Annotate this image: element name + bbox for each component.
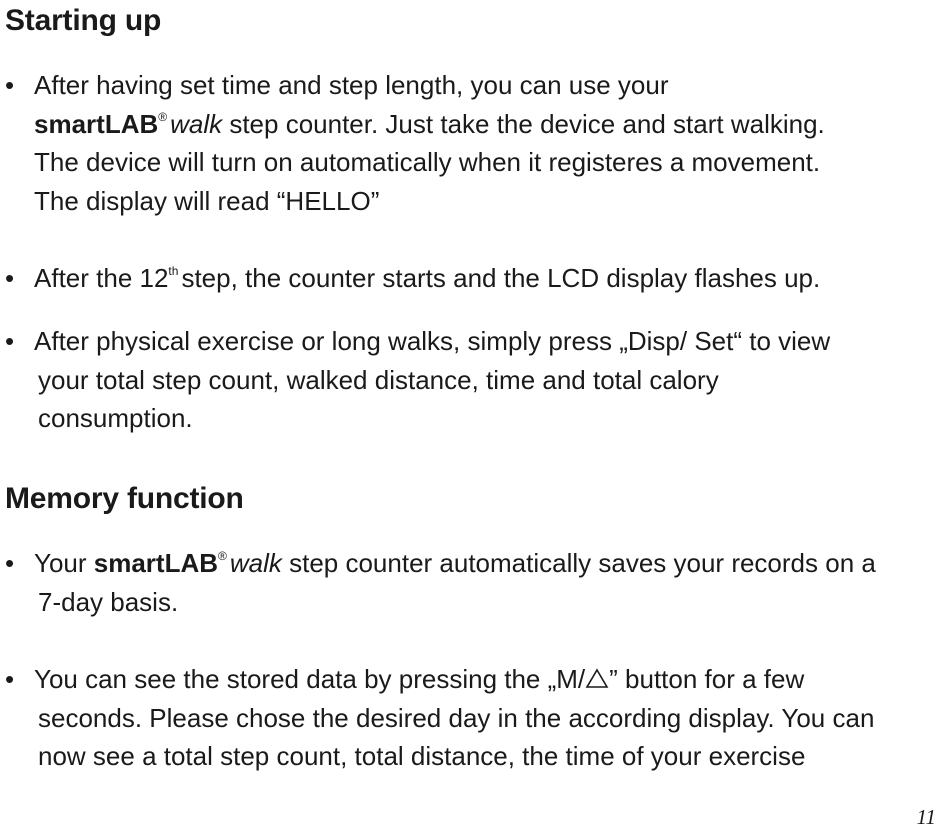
text-run: step counter. Just take the device and start walking. bbox=[222, 108, 825, 139]
bullet-item-memory-1 bbox=[5, 544, 940, 621]
brand-name: smartLAB bbox=[34, 108, 159, 139]
heading-starting-up: Starting up bbox=[5, 4, 162, 37]
bullet-icon: • bbox=[5, 70, 15, 100]
text-line bbox=[34, 259, 940, 298]
text-line: consumption. bbox=[38, 403, 193, 433]
bullet-text bbox=[34, 322, 940, 438]
bullet-item-starting-1 bbox=[5, 66, 940, 220]
text-run: step counter automatically saves your records on a bbox=[281, 548, 876, 578]
text-line: your total step count, walked distance, time and total calory bbox=[38, 364, 719, 395]
text-line bbox=[34, 105, 940, 144]
bullet-icon: • bbox=[5, 326, 15, 356]
registered-mark: ® bbox=[158, 109, 168, 124]
text-run: You can see the stored data by pressing the „M/ bbox=[34, 664, 586, 694]
bullet-item-starting-2 bbox=[5, 259, 940, 298]
page-number: 11 bbox=[916, 805, 936, 829]
bullet-text bbox=[34, 660, 940, 776]
bullet-item-memory-2 bbox=[5, 660, 940, 776]
text-line bbox=[34, 544, 940, 583]
text-run: After the 12 bbox=[34, 263, 169, 293]
text-line: The display will read “HELLO” bbox=[34, 185, 380, 216]
text-run: ” button for a few bbox=[609, 664, 805, 694]
bullet-text bbox=[34, 259, 940, 298]
text-line: After having set time and step length, you can use your bbox=[34, 70, 669, 100]
text-run: Your bbox=[34, 548, 94, 578]
brand-suffix: walk bbox=[170, 108, 223, 139]
heading-memory-function: Memory function bbox=[5, 482, 244, 515]
text-line: After physical exercise or long walks, simply press „Disp/ Set“ to view bbox=[34, 326, 831, 356]
bullet-text bbox=[34, 544, 940, 621]
bullet-icon: • bbox=[5, 664, 15, 694]
registered-mark: ® bbox=[218, 549, 227, 564]
text-line: The device will turn on automatically when it registeres a movement. bbox=[34, 147, 821, 177]
bullet-icon: • bbox=[5, 548, 15, 578]
brand-name: smartLAB bbox=[93, 548, 219, 578]
text-line: 7-day basis. bbox=[38, 586, 179, 617]
brand-suffix: walk bbox=[229, 548, 282, 578]
text-line: seconds. Please chose the desired day in the according display. You can bbox=[38, 702, 875, 733]
bullet-icon: • bbox=[5, 263, 15, 293]
ordinal-suffix: th bbox=[168, 264, 179, 279]
text-line: now see a total step count, total distance, the time of your exercise bbox=[38, 741, 806, 771]
bullet-item-starting-3 bbox=[5, 322, 940, 438]
text-run: step, the counter starts and the LCD display flashes up. bbox=[181, 263, 821, 293]
bullet-text bbox=[34, 66, 940, 220]
triangle-up-icon bbox=[585, 660, 609, 699]
text-line bbox=[34, 660, 940, 699]
